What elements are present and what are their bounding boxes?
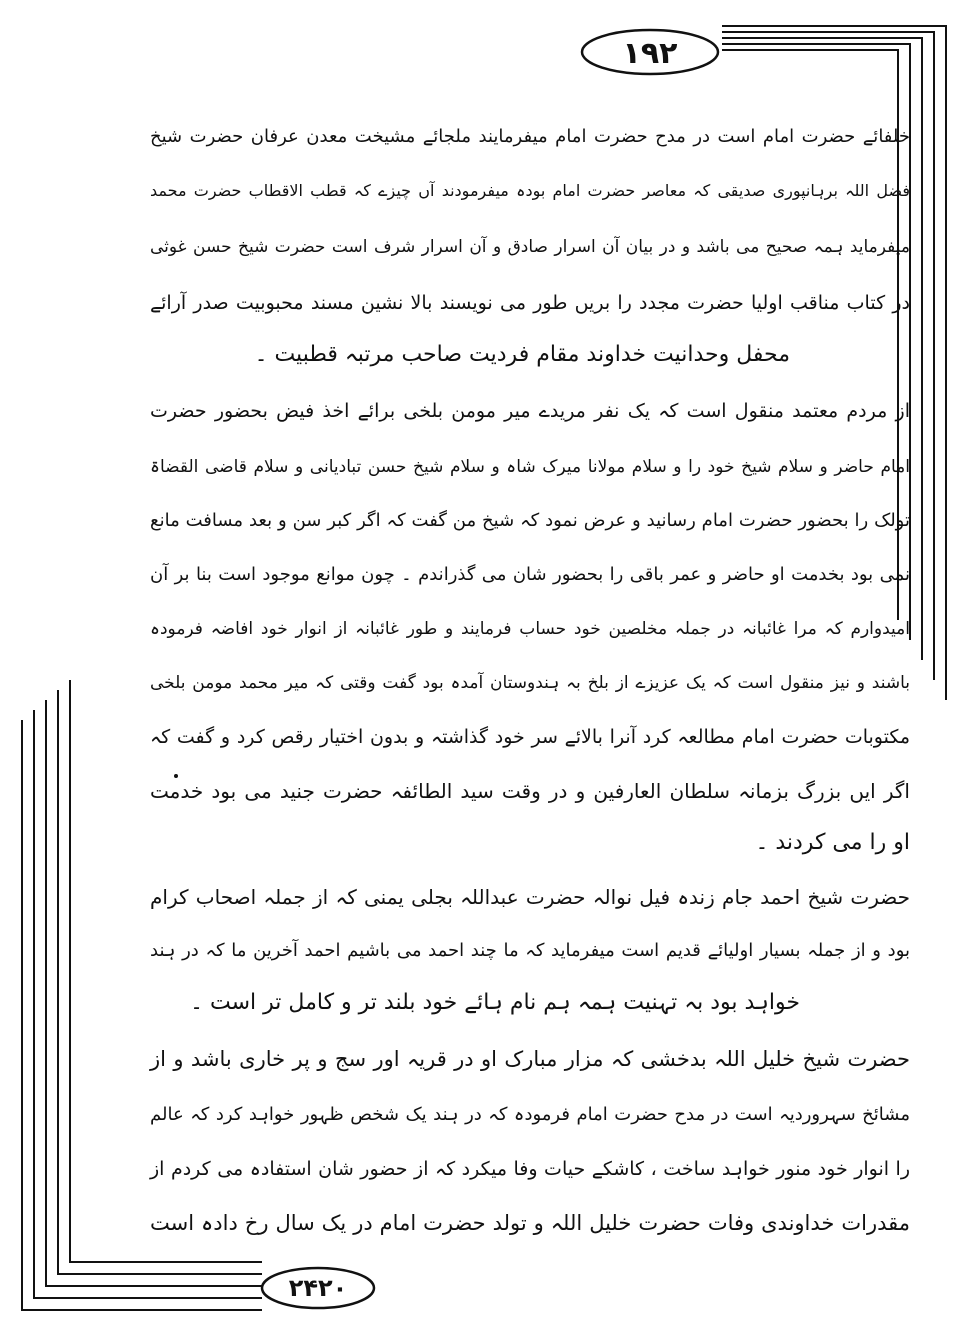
text-line: بود و از جملہ بسیار اولیائے قدیم است میفرماید کہ ما چند احمد می باشیم احمد آخرین ما کہ در ہند [150, 940, 910, 961]
text-line: در کتاب مناقب اولیا حضرت مجدد را بریں طور می نویسند بالا نشین مسند محبوبیت صدر آرائے [150, 292, 910, 314]
text-line: مشائخ سہروردیہ است در مدح حضرت امام فرمودہ کہ در ہند یک شخص ظہور خواہد کرد کہ عالم [150, 1104, 910, 1125]
text-line: امام حاضر و سلام شیخ خود را و سلام مولانا میرک شاہ و سلام شیخ حسن تبادیانی و سلام قاضی القضاۃ [150, 457, 910, 477]
text-line: باشند و نیز منقول است کہ یک عزیزے از بلخ بہ ہندوستان آمدہ بود گفت وقتی کہ میر محمد مومن بلخی [150, 673, 910, 693]
text-line: مکتوبات حضرت امام مطالعہ کرد آنرا بالائے سر خود گذاشتہ و بدون اختیار رقص کرد و گفت کہ [150, 726, 910, 748]
text-line: امیدوارم کہ مرا غائبانہ در جملہ مخلصین خود حساب فرمایند و طور غائبانہ از انوار خود افاضہ فرمودہ [150, 619, 910, 639]
text-line: او را می کردند ۔ [755, 830, 910, 855]
text-line: میفرماید ہمہ صحیح می باشد و در بیان آن اسرار صادق و آن اسرار شرف است حضرت شیخ حسن غوثی [150, 237, 910, 257]
text-line: فضل اللہ برہانپوری صدیقی کہ معاصر حضرت امام بودہ میفرمودند آں چیزے کہ قطب الاقطاب حضرت محمد [150, 181, 910, 200]
text-line: مقدرات خداوندی وفات حضرت خلیل اللہ و تولد حضرت امام در یک سال رخ دادہ است [150, 1211, 910, 1235]
text-line: را انوار خود منور خواہد ساخت ، کاشکے حیات وفا میکرد کہ از حضور شان استفادہ می کردم از [150, 1158, 910, 1180]
text-line: محفل وحدانیت خداوند مقام فردیت صاحب مرتبہ قطبیت ۔ [254, 342, 790, 367]
text-line: خلفائے حضرت امام است در مدح حضرت امام میفرمایند ملجائے مشیخت معدن عرفان حضرت شیخ [150, 126, 910, 147]
footer-number: ۲۴۲۰ [288, 1274, 348, 1302]
text-line: از مردم معتمد منقول است کہ یک نفر مریدے میر مومن بلخی برائے اخذ فیض بحضور حضرت [150, 400, 910, 422]
text-line: اگر ایں بزرگ بزمانہ سلطان العارفین و در وقت سید الطائفہ حضرت جنید می بود خدمت [150, 779, 910, 803]
text-line: تولک را بحضور حضرت امام رسانید و عرض نمود کہ شیخ من گفت کہ اگر کبر سن و بعد مسافت مانع [150, 510, 910, 531]
text-line: حضرت شیخ احمد جام زندہ فیل نوالہ حضرت عبداللہ بجلی یمنی کہ از جملہ اصحاب کرام [150, 885, 910, 909]
text-line: حضرت شیخ خلیل اللہ بدخشی کہ مزار مبارک او در قریہ اور سج و پر خاری باشد و از [150, 1047, 910, 1071]
text-line: نمی بود بخدمت او حاضر و عمر باقی را بحضور شان می گذراندم ۔ چون موانع موجود است بنا بر آن [150, 564, 910, 585]
page-number: ۱۹۲ [622, 35, 678, 71]
text-line: خواہد بود بہ تہنیت ہمہ ہم نام ہائے خود بلند تر و کامل تر است ۔ [190, 990, 800, 1015]
